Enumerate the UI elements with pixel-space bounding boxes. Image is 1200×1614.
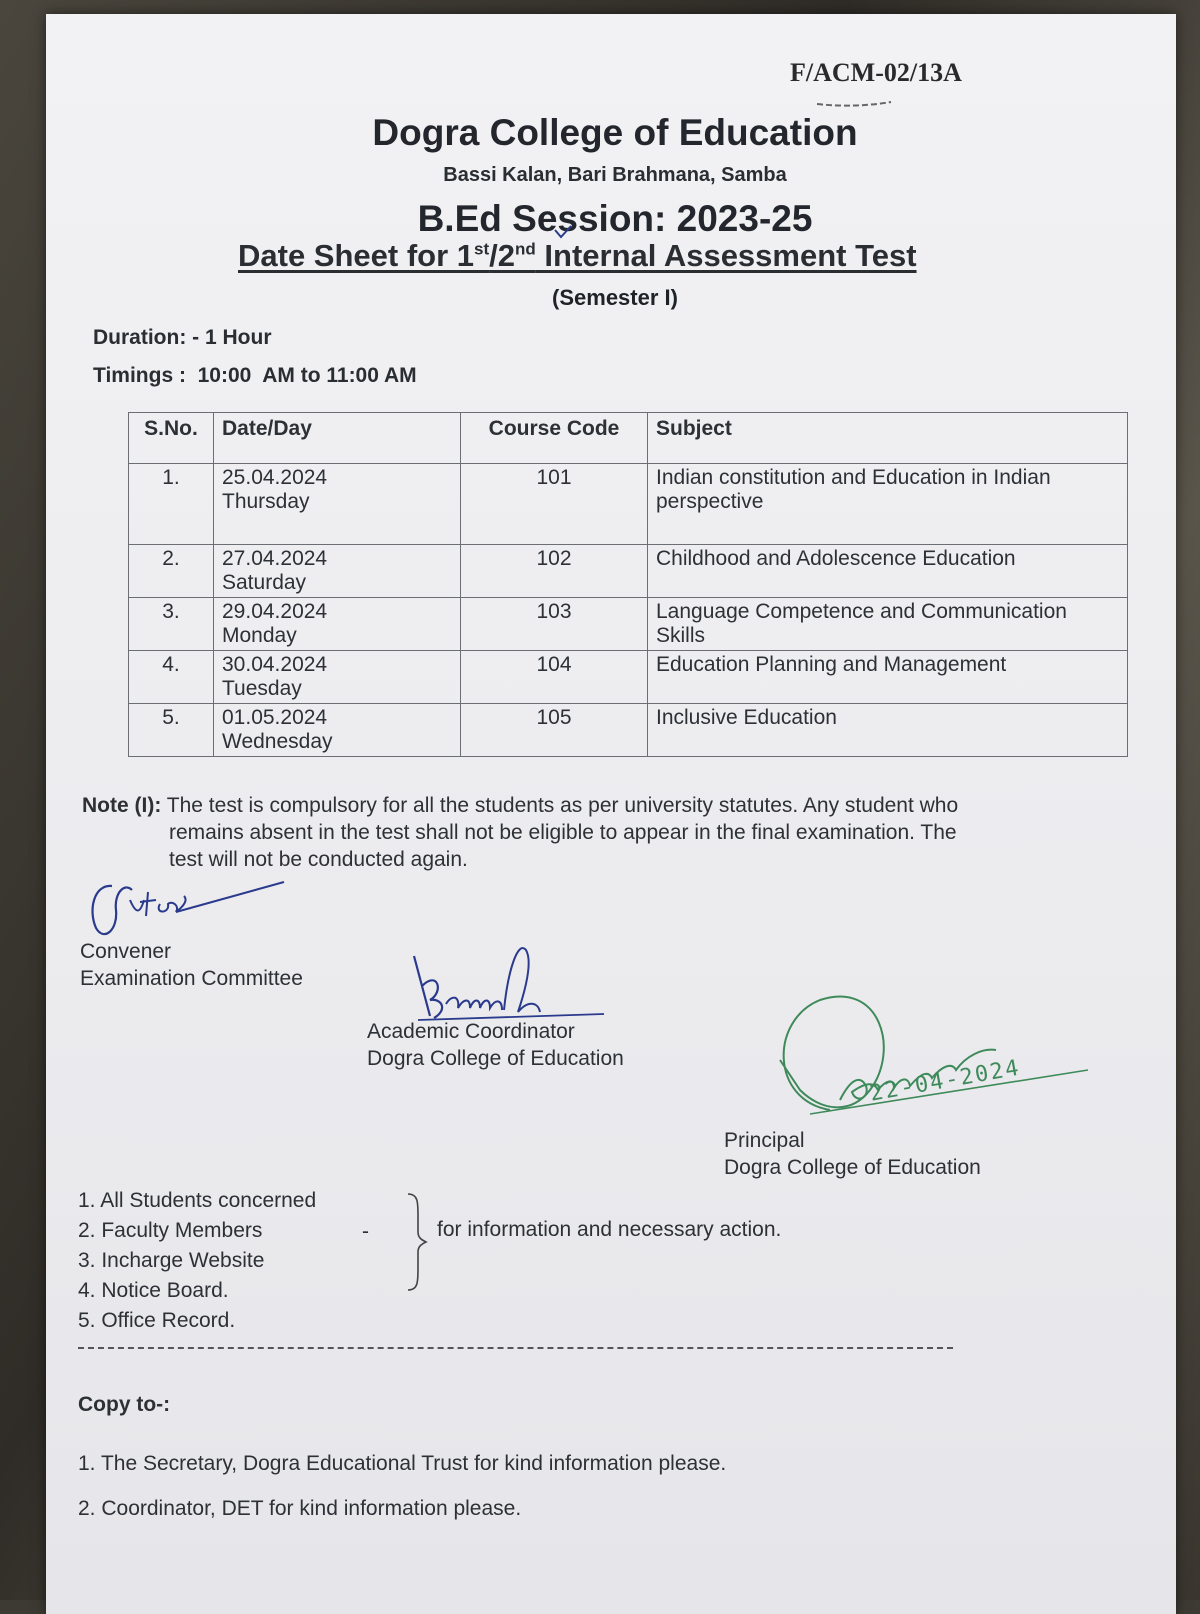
academic-coordinator-block	[367, 1018, 624, 1072]
cell-subject: Inclusive Education	[648, 704, 1128, 757]
note-label: Note (I):	[82, 794, 162, 817]
table-row	[129, 464, 1128, 545]
form-code: F/ACM-02/13A	[790, 58, 962, 87]
table-row	[129, 598, 1128, 651]
list-item: 1. The Secretary, Dogra Educational Trust for kind information please.	[78, 1452, 727, 1475]
table-row	[129, 704, 1128, 757]
cell-date-day: 29.04.2024 Monday	[214, 598, 461, 651]
list-item: 2. Coordinator, DET for kind information please.	[78, 1497, 522, 1520]
cell-sno: 2.	[129, 545, 214, 598]
date-sheet-title: Date Sheet for 1st/2nd Internal Assessment Test	[238, 238, 917, 273]
curly-brace	[404, 1192, 428, 1292]
distribution-action: for information and necessary action.	[437, 1218, 782, 1241]
cell-subject: Indian constitution and Education in Indian perspective	[648, 464, 1128, 545]
duration-text: Duration: - 1 Hour	[93, 326, 272, 349]
convener-org: Examination Committee	[80, 967, 303, 990]
cell-date-day: 01.05.2024 Wednesday	[214, 704, 461, 757]
cell-sno: 4.	[129, 651, 214, 704]
list-item: 2. Faculty Members	[78, 1219, 263, 1242]
header-course-code: Course Code	[461, 413, 648, 464]
list-item: 5. Office Record.	[78, 1309, 236, 1332]
principal-org: Dogra College of Education	[724, 1156, 981, 1179]
table-row	[129, 651, 1128, 704]
cell-subject: Education Planning and Management	[648, 651, 1128, 704]
distribution-dash: -	[362, 1220, 369, 1243]
academic-coordinator-org: Dogra College of Education	[367, 1047, 624, 1070]
cell-subject: Language Competence and Communication Skills	[648, 598, 1128, 651]
list-item: 4. Notice Board.	[78, 1279, 229, 1302]
copy-to-label: Copy to-:	[78, 1393, 171, 1416]
session-heading: B.Ed Session: 2023-25	[417, 198, 813, 239]
convener-title: Convener	[80, 940, 172, 963]
cell-date-day: 25.04.2024 Thursday	[214, 464, 461, 545]
cell-course-code: 103	[461, 598, 648, 651]
principal-date: 22-04-2024	[868, 1055, 1023, 1107]
cell-sno: 1.	[129, 464, 214, 545]
copy-to-list	[78, 1441, 726, 1531]
date-sheet-table	[128, 412, 1128, 757]
list-item: 3. Incharge Website	[78, 1249, 265, 1272]
semester-label: (Semester I)	[552, 285, 678, 310]
principal-signature	[770, 990, 1090, 1140]
table-header-row	[129, 413, 1128, 464]
cell-course-code: 102	[461, 545, 648, 598]
cell-course-code: 101	[461, 464, 648, 545]
college-address: Bassi Kalan, Bari Brahmana, Samba	[443, 164, 787, 186]
handwritten-tick-mark	[815, 98, 895, 108]
principal-title: Principal	[724, 1129, 805, 1152]
cell-course-code: 105	[461, 704, 648, 757]
header-date-day: Date/Day	[214, 413, 461, 464]
cell-sno: 3.	[129, 598, 214, 651]
cell-date-day: 30.04.2024 Tuesday	[214, 651, 461, 704]
list-item: 1. All Students concerned	[78, 1189, 317, 1212]
note-paragraph: Note (I): The test is compulsory for all the students as per university statutes. Any student who remains absent in the test shall not be eligible to appear in the final examination. The test will not be conducted again.	[82, 794, 959, 871]
cell-sno: 5.	[129, 704, 214, 757]
cell-subject: Childhood and Adolescence Education	[648, 545, 1128, 598]
header-subject: Subject	[648, 413, 1128, 464]
dashed-divider	[78, 1347, 953, 1349]
academic-coordinator-title: Academic Coordinator	[367, 1020, 575, 1043]
principal-signature-block	[724, 1127, 981, 1181]
header-sno: S.No.	[129, 413, 214, 464]
table-row	[129, 545, 1128, 598]
cell-course-code: 104	[461, 651, 648, 704]
distribution-list	[78, 1186, 316, 1336]
college-name: Dogra College of Education	[372, 112, 858, 153]
convener-signature-block	[80, 938, 303, 992]
cell-date-day: 27.04.2024 Saturday	[214, 545, 461, 598]
timings-text: Timings : 10:00 AM to 11:00 AM	[93, 364, 417, 387]
